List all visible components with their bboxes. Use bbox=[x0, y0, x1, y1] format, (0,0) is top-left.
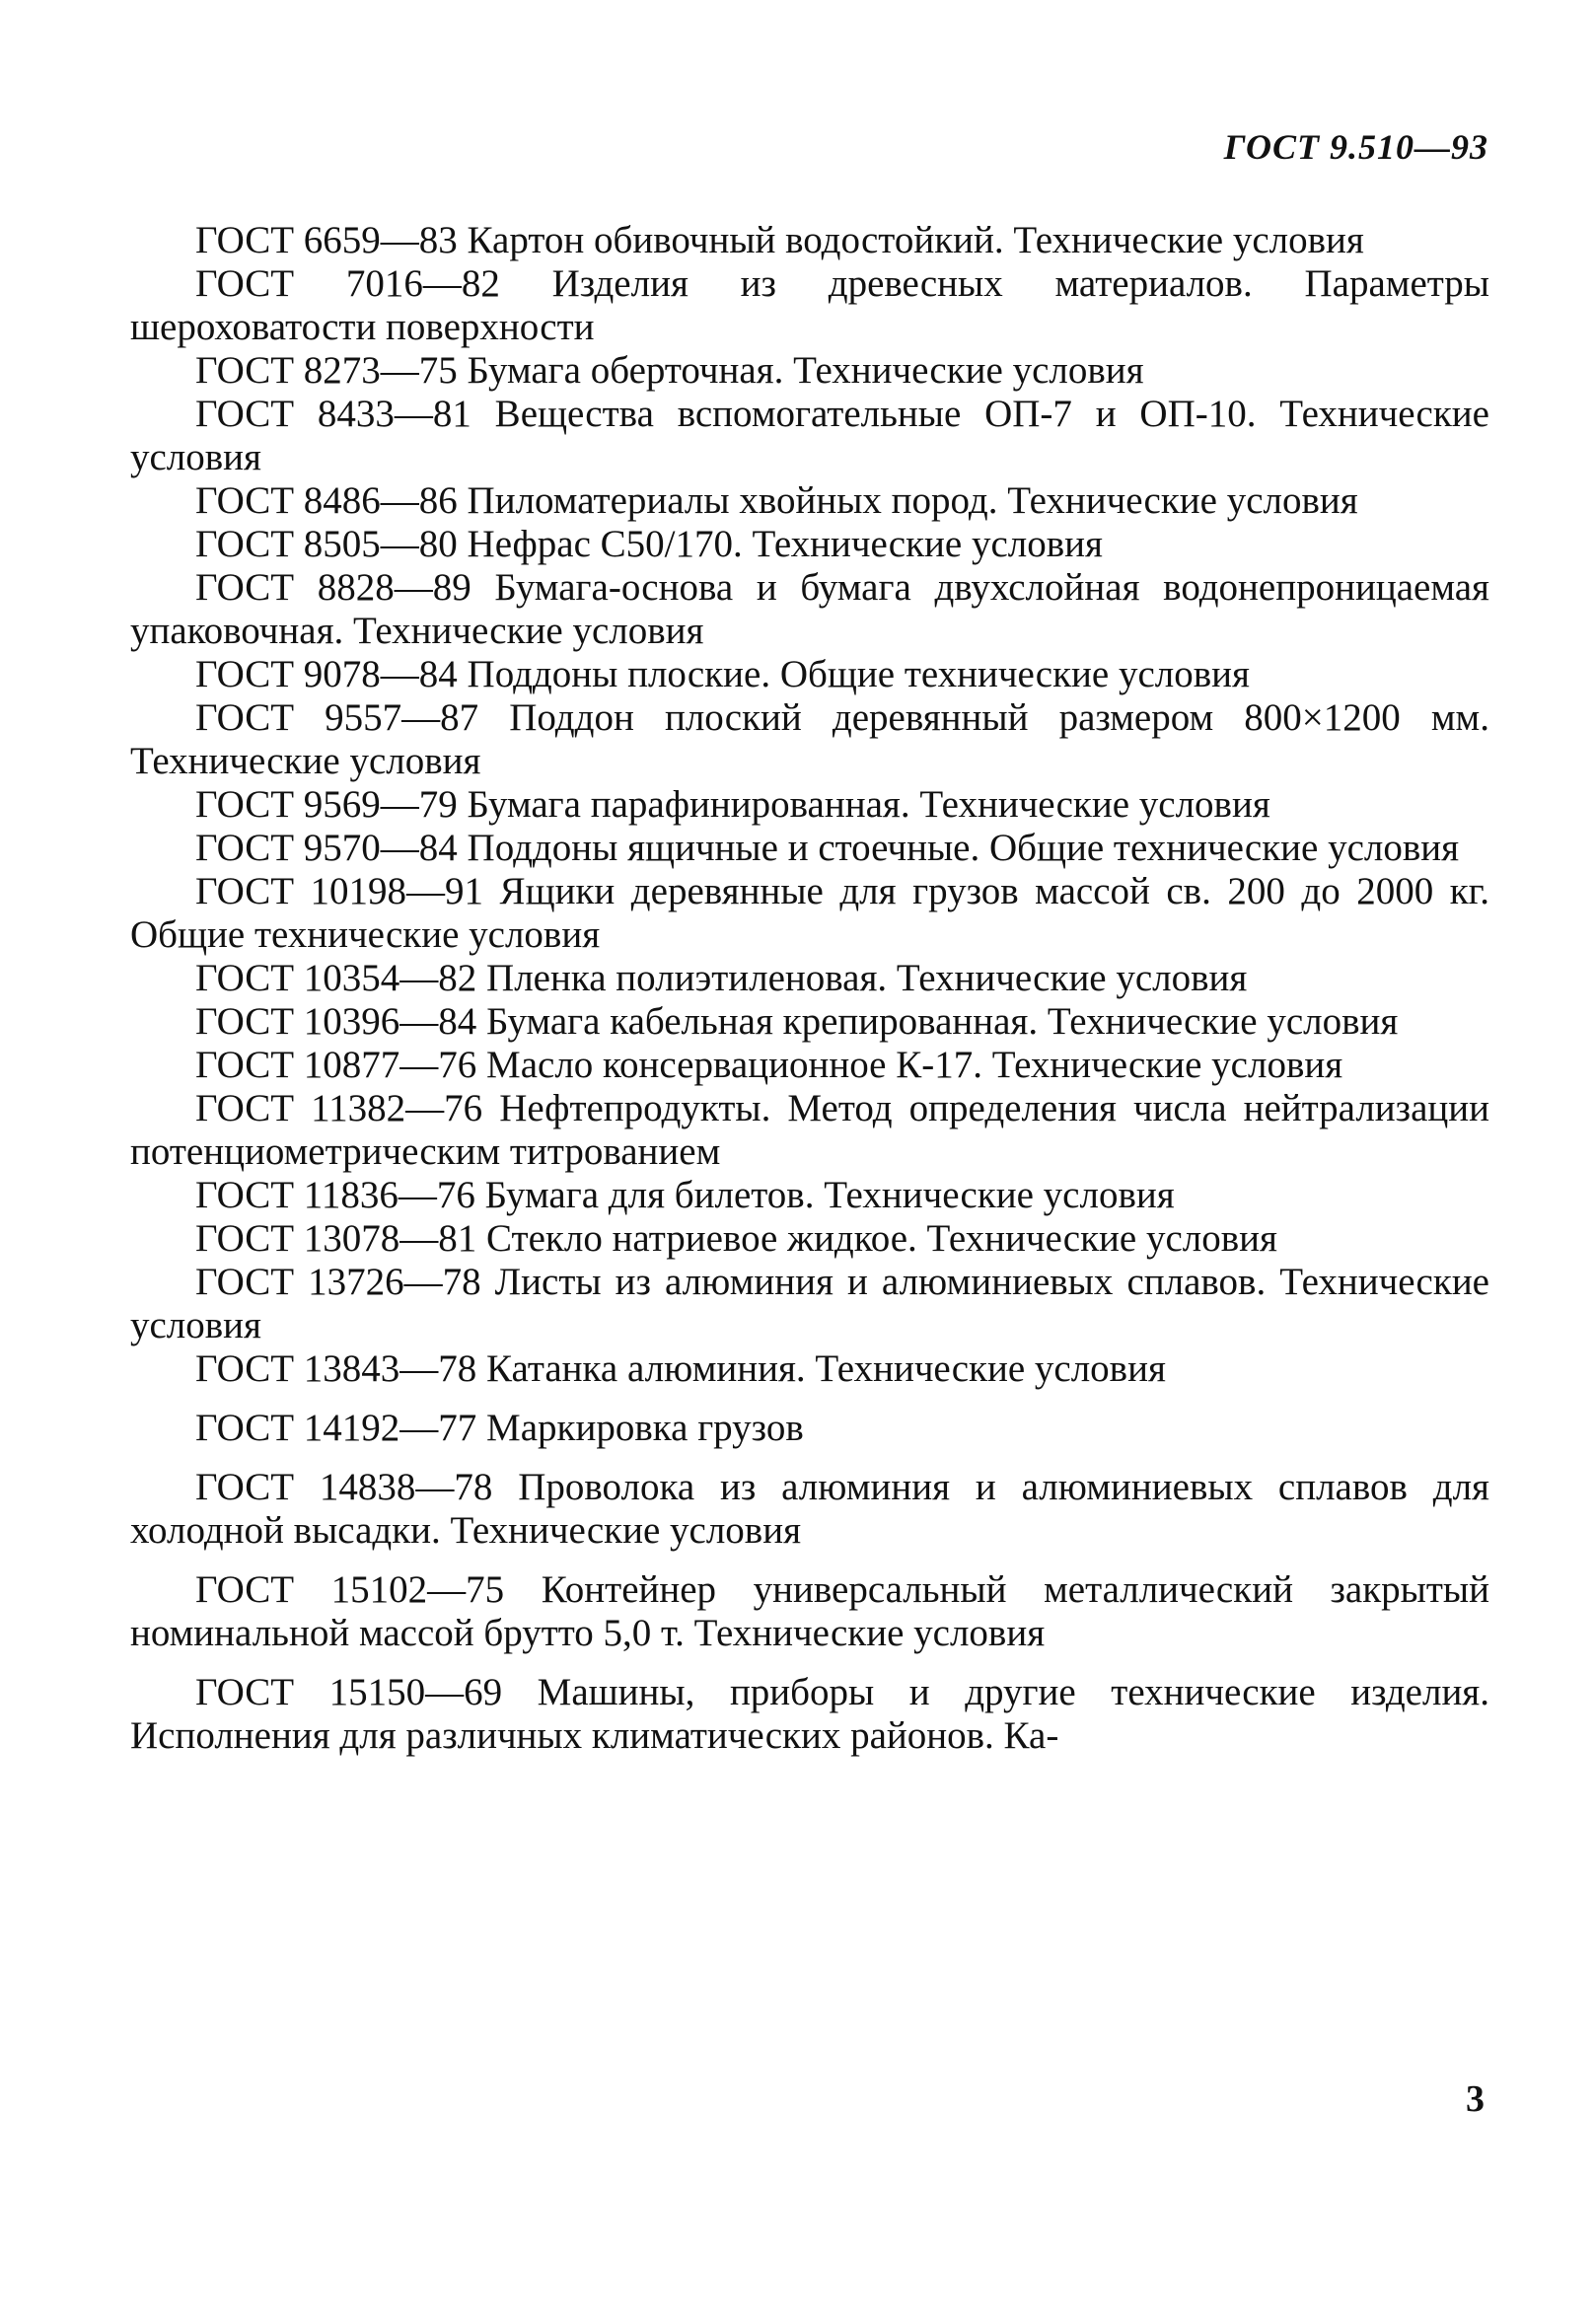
reference-item: ГОСТ 8273—75 Бумага оберточная. Технические условия bbox=[195, 349, 1144, 392]
reference-item: ГОСТ 14838—78 Проволока из алюминия и алюминиевых сплавов для холодной высадки. Технические условия bbox=[130, 1466, 1489, 1552]
reference-item: ГОСТ 11382—76 Нефтепродукты. Метод определения числа нейтрализации потенциометрическим титрованием bbox=[130, 1087, 1489, 1173]
reference-item: ГОСТ 10198—91 Ящики деревянные для грузов массой св. 200 до 2000 кг. Общие технические условия bbox=[130, 870, 1489, 956]
reference-item: ГОСТ 8433—81 Вещества вспомогательные ОП-7 и ОП-10. Технические условия bbox=[130, 393, 1489, 478]
reference-item: ГОСТ 10354—82 Пленка полиэтиленовая. Технические условия bbox=[195, 957, 1248, 999]
reference-item: ГОСТ 13726—78 Листы из алюминия и алюминиевых сплавов. Технические условия bbox=[130, 1261, 1489, 1346]
reference-item: ГОСТ 7016—82 Изделия из древесных материалов. Параметры шероховатости поверхности bbox=[130, 262, 1489, 348]
reference-item: ГОСТ 11836—76 Бумага для билетов. Технические условия bbox=[195, 1174, 1175, 1216]
reference-item: ГОСТ 10396—84 Бумага кабельная крепированная. Технические условия bbox=[195, 1000, 1399, 1043]
reference-item: ГОСТ 9570—84 Поддоны ящичные и стоечные. Общие технические условия bbox=[195, 827, 1460, 869]
reference-item: ГОСТ 6659—83 Картон обивочный водостойкий. Технические условия bbox=[195, 219, 1364, 261]
reference-item: ГОСТ 15150—69 Машины, приборы и другие технические изделия. Исполнения для различных климатических районов. Ка- bbox=[130, 1671, 1489, 1757]
reference-item: ГОСТ 13843—78 Катанка алюминия. Технические условия bbox=[195, 1347, 1166, 1390]
reference-item: ГОСТ 9557—87 Поддон плоский деревянный размером 800×1200 мм. Технические условия bbox=[130, 696, 1489, 782]
normative-references-list bbox=[130, 219, 1489, 1758]
reference-item: ГОСТ 13078—81 Стекло натриевое жидкое. Технические условия bbox=[195, 1217, 1277, 1260]
reference-item: ГОСТ 14192—77 Маркировка грузов bbox=[195, 1407, 804, 1449]
reference-item: ГОСТ 9569—79 Бумага парафинированная. Технические условия bbox=[195, 783, 1270, 826]
reference-item: ГОСТ 15102—75 Контейнер универсальный металлический закрытый номинальной массой брутто 5,0 т. Технические условия bbox=[130, 1568, 1489, 1654]
document-code-header: ГОСТ 9.510—93 bbox=[1223, 127, 1488, 167]
page-number: 3 bbox=[1466, 2078, 1485, 2120]
reference-item: ГОСТ 8486—86 Пиломатериалы хвойных пород. Технические условия bbox=[195, 479, 1358, 522]
reference-item: ГОСТ 9078—84 Поддоны плоские. Общие технические условия bbox=[195, 653, 1250, 695]
reference-item: ГОСТ 10877—76 Масло консервационное К-17. Технические условия bbox=[195, 1044, 1343, 1086]
reference-item: ГОСТ 8828—89 Бумага-основа и бумага двухслойная водонепроницаемая упаковочная. Технические условия bbox=[130, 566, 1489, 652]
reference-item: ГОСТ 8505—80 Нефрас С50/170. Технические условия bbox=[195, 523, 1103, 565]
